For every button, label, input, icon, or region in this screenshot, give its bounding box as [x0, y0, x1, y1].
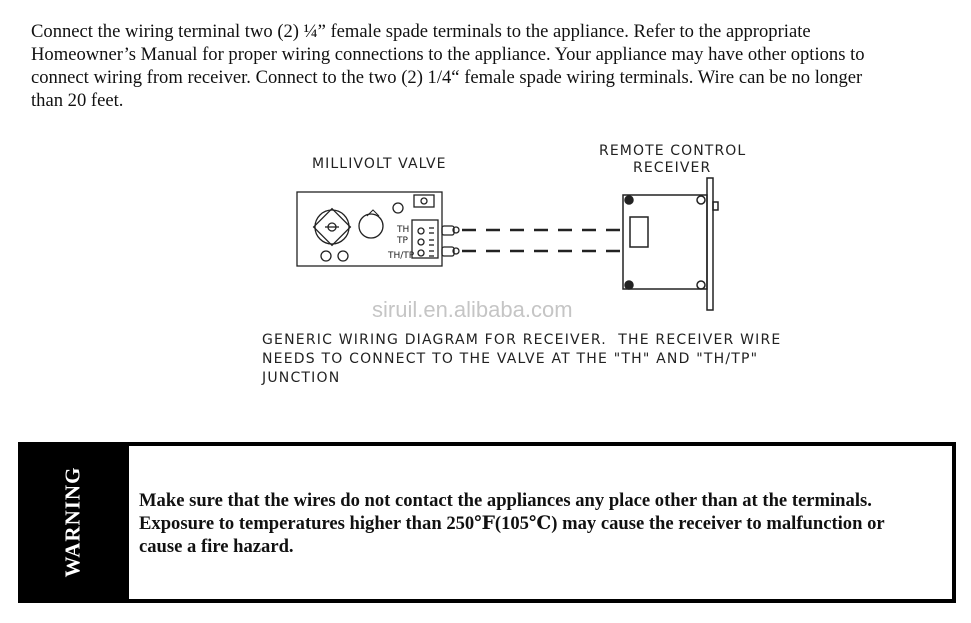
- terminal-th-label: TH: [397, 225, 410, 235]
- warning-panel: [129, 446, 952, 599]
- receiver-wires: [462, 230, 626, 251]
- receiver-drawing: [623, 178, 718, 310]
- warning-line: Exposure to temperatures higher than 250℉(105℃) may cause the receiver to malfunction or: [139, 513, 885, 534]
- terminal-tp-label: TP: [397, 236, 408, 246]
- warning-line: cause a fire hazard.: [139, 536, 294, 557]
- spade-connectors: [442, 226, 459, 256]
- warning-side-label: WARNING: [60, 466, 85, 578]
- diagram-caption: [262, 331, 781, 388]
- intro-line: Connect the wiring terminal two (2) ¼” female spade terminals to the appliance. Refer to the appropriate: [31, 21, 811, 42]
- valve-label: MILLIVOLT VALVE: [312, 156, 447, 172]
- intro-line: connect wiring from receiver. Connect to the two (2) 1/4“ female spade wiring terminals. Wire can be no longer: [31, 67, 863, 88]
- warning-text: [139, 489, 885, 558]
- caption-line: GENERIC WIRING DIAGRAM FOR RECEIVER. THE RECEIVER WIRE: [262, 332, 782, 348]
- warning-line: Make sure that the wires do not contact the appliances any place other than at the terminals.: [139, 490, 872, 511]
- watermark: siruil.en.alibaba.com: [372, 297, 573, 322]
- caption-line: NEEDS TO CONNECT TO THE VALVE AT THE "TH" AND "TH/TP": [262, 351, 759, 367]
- terminal-th-tp-label: TH/TP: [388, 251, 415, 261]
- receiver-label-line-1: REMOTE CONTROL: [599, 143, 747, 159]
- caption-line: JUNCTION: [262, 370, 341, 386]
- millivolt-valve-drawing: [297, 192, 442, 266]
- intro-line: Homeowner’s Manual for proper wiring connections to the appliance. Your appliance may have other options to: [31, 44, 865, 65]
- intro-line: than 20 feet.: [31, 90, 124, 111]
- warning-side-panel: [18, 442, 128, 603]
- warning-box: [18, 442, 956, 603]
- receiver-label-line-2: RECEIVER: [633, 160, 712, 176]
